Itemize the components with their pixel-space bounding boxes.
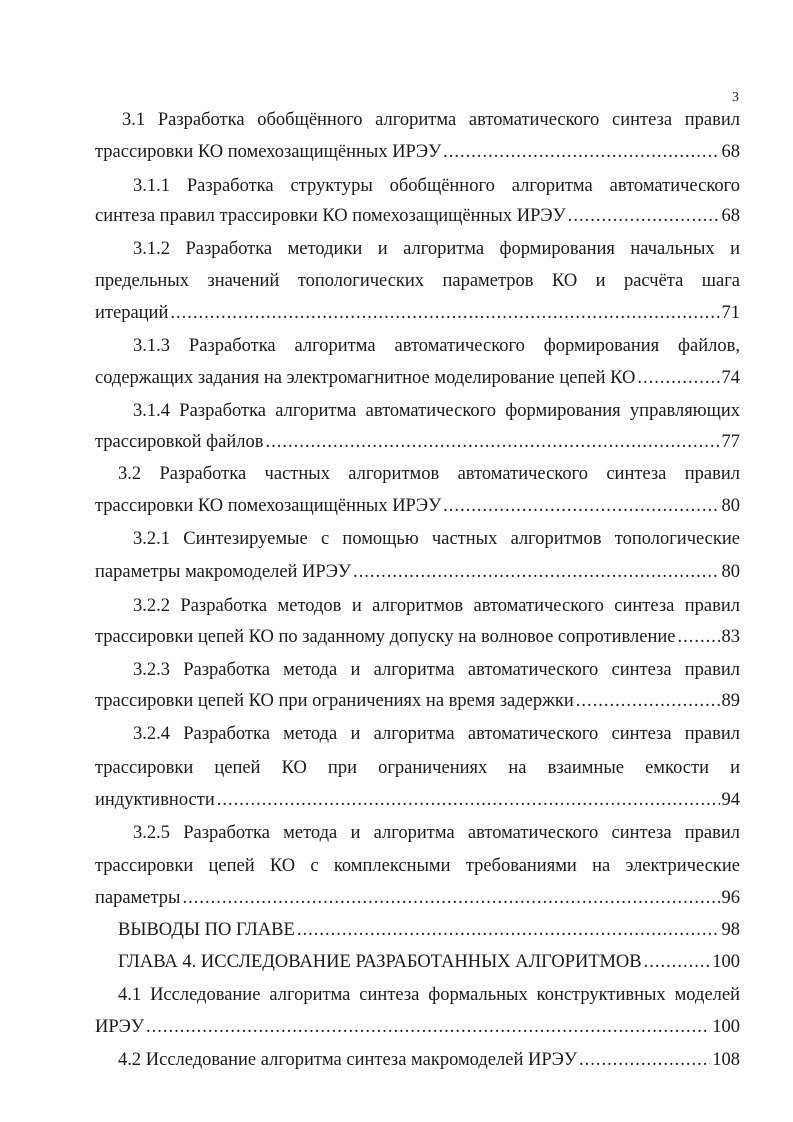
dot-leader	[443, 495, 719, 517]
toc-entry-3-2-5-line3	[95, 887, 740, 909]
dot-leader	[217, 789, 720, 811]
toc-page-number: 98	[721, 920, 740, 940]
toc-entry-text: ВЫВОДЫ ПО ГЛАВЕ	[118, 920, 295, 940]
toc-page-number: 68	[721, 206, 740, 226]
toc-entry-3-1-line1: 3.1 Разработка обобщённого алгоритма автоматического синтеза правил	[122, 110, 740, 130]
toc-entry-text: трассировки КО помехозащищённых ИРЭУ	[95, 142, 442, 162]
toc-entry-3-1-2-line3	[95, 302, 740, 324]
toc-entry-3-2-line2	[95, 495, 740, 517]
toc-entry-text: параметры макромоделей ИРЭУ	[95, 562, 352, 582]
toc-page-number: 77	[721, 432, 740, 452]
toc-entry-3-2-5-line2: трассировки цепей КО с комплексными требованиями на электрические	[95, 856, 740, 876]
toc-page-number: 94	[721, 790, 740, 810]
toc-page-number: 96	[721, 888, 740, 908]
dot-leader	[182, 887, 719, 909]
toc-entry-3-2-4-line3	[95, 789, 740, 811]
toc-entry-3-2-3-line2	[95, 690, 740, 712]
page-number: 3	[732, 90, 739, 105]
toc-entry-3-1-1-line1: 3.1.1 Разработка структуры обобщённого алгоритма автоматического	[133, 176, 740, 196]
toc-entry-text: 4.2 Исследование алгоритма синтеза макромоделей ИРЭУ	[118, 1050, 577, 1070]
toc-entry-text: итераций	[95, 303, 169, 323]
dot-leader	[353, 561, 719, 583]
toc-entry-3-1-2-line1: 3.1.2 Разработка методики и алгоритма формирования начальных и	[133, 239, 740, 259]
toc-page-number: 89	[721, 691, 740, 711]
toc-entry-3-1-2-line2: предельных значений топологических параметров КО и расчёта шага	[95, 271, 740, 291]
toc-entry-text: ГЛАВА 4. ИССЛЕДОВАНИЕ РАЗРАБОТАННЫХ АЛГОРИТМОВ	[118, 952, 642, 972]
toc-entry-3-2-1-line1: 3.2.1 Синтезируемые с помощью частных алгоритмов топологические	[133, 529, 740, 549]
toc-entry-3-1-4-line1: 3.1.4 Разработка алгоритма автоматического формирования управляющих	[133, 401, 740, 421]
toc-entry-3-1-4-line2	[95, 431, 740, 453]
toc-entry-4-1-line2	[95, 1016, 740, 1038]
dot-leader	[576, 690, 720, 712]
toc-entry-conclusions	[118, 919, 740, 941]
toc-entry-3-1-3-line2	[95, 367, 740, 389]
toc-entry-chapter-4	[118, 951, 740, 973]
toc-page-number: 108	[712, 1050, 740, 1070]
toc-page-number: 74	[721, 368, 740, 388]
toc-entry-4-1-line1: 4.1 Исследование алгоритма синтеза формальных конструктивных моделей	[118, 985, 740, 1005]
toc-entry-3-2-2-line2	[95, 626, 740, 648]
toc-entry-text: трассировки КО помехозащищённых ИРЭУ	[95, 496, 442, 516]
dot-leader	[297, 919, 720, 941]
toc-entry-text: содержащих задания на электромагнитное моделирование цепей КО	[95, 368, 636, 388]
toc-page-number: 100	[712, 952, 740, 972]
toc-entry-4-2	[118, 1049, 740, 1071]
toc-entry-3-1-3-line1: 3.1.3 Разработка алгоритма автоматического формирования файлов,	[133, 336, 740, 356]
toc-entry-3-2-line1: 3.2 Разработка частных алгоритмов автоматического синтеза правил	[118, 464, 740, 484]
dot-leader	[170, 302, 719, 324]
dot-leader	[568, 205, 720, 227]
toc-entry-text: параметры	[95, 888, 181, 908]
toc-entry-3-2-5-line1: 3.2.5 Разработка метода и алгоритма автоматического синтеза правил	[133, 823, 740, 843]
toc-entry-text: синтеза правил трассировки КО помехозащищённых ИРЭУ	[95, 206, 566, 226]
toc-page-number: 83	[721, 627, 740, 647]
dot-leader	[265, 431, 719, 453]
toc-entry-text: ИРЭУ	[95, 1017, 144, 1037]
dot-leader	[677, 626, 719, 648]
toc-page-number: 100	[712, 1017, 740, 1037]
dot-leader	[644, 951, 711, 973]
toc-page-number: 80	[721, 496, 740, 516]
toc-entry-3-2-4-line2: трассировки цепей КО при ограничениях на взаимные емкости и	[95, 758, 740, 778]
toc-entry-3-2-1-line2	[95, 561, 740, 583]
toc-page-number: 80	[721, 562, 740, 582]
toc-entry-3-1-1-line2	[95, 205, 740, 227]
toc-entry-3-2-2-line1: 3.2.2 Разработка методов и алгоритмов автоматического синтеза правил	[133, 596, 740, 616]
toc-entry-text: трассировки цепей КО по заданному допуску на волновое сопротивление	[95, 627, 676, 647]
dot-leader	[579, 1049, 710, 1071]
toc-page-number: 68	[721, 142, 740, 162]
toc-entry-text: трассировки цепей КО при ограничениях на время задержки	[95, 691, 574, 711]
dot-leader	[146, 1016, 710, 1038]
toc-entry-text: трассировкой файлов	[95, 432, 264, 452]
toc-page-number: 71	[721, 303, 740, 323]
toc-entry-3-2-4-line1: 3.2.4 Разработка метода и алгоритма автоматического синтеза правил	[133, 724, 740, 744]
toc-entry-text: индуктивности	[95, 790, 215, 810]
dot-leader	[637, 367, 719, 389]
toc-entry-3-2-3-line1: 3.2.3 Разработка метода и алгоритма автоматического синтеза правил	[133, 660, 740, 680]
dot-leader	[443, 141, 719, 163]
toc-entry-3-1-line2	[95, 141, 740, 163]
